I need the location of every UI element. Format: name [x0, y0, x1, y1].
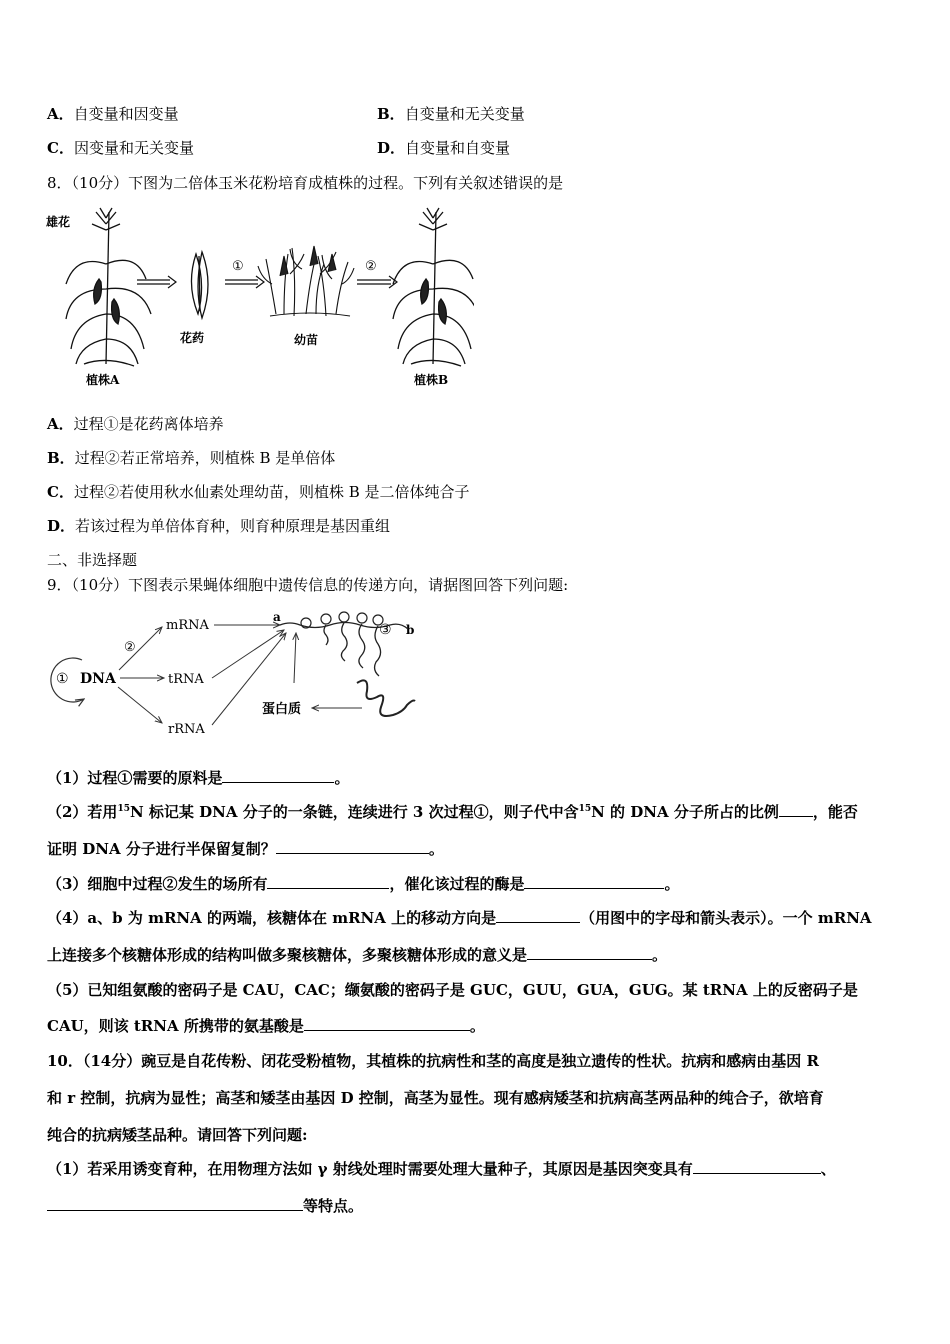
q10-s1a: [47, 1158, 836, 1179]
trna-label: tRNA: [168, 672, 204, 687]
end-b-label: b: [406, 623, 415, 637]
protein-label: 蛋白质: [262, 702, 302, 717]
superscript-15: 15: [117, 804, 130, 814]
plant-a-drawing: [66, 208, 151, 366]
answer-blank[interactable]: [693, 1159, 821, 1174]
polypeptide-chains: [324, 623, 381, 676]
step-2-label: ②: [365, 259, 377, 274]
option-text: 自变量和无关变量: [404, 105, 525, 123]
process-1-label: ①: [56, 671, 69, 687]
q9-s1-text: （1）过程①需要的原料是: [47, 769, 223, 787]
q10-line-2: 和 r 控制，抗病为显性；高茎和矮茎由基因 D 控制，高茎为显性。现有感病矮茎和抗病高茎两品种的纯合子，欲培育: [47, 1089, 824, 1107]
q9-s2-text: ，能否: [812, 803, 858, 821]
answer-blank[interactable]: [779, 802, 813, 817]
option-label: D．: [377, 139, 406, 157]
option-label: A．: [47, 415, 74, 433]
step-1-label: ①: [232, 259, 244, 274]
q9-stem: 9．（10分）下图表示果蝇体细胞中遗传信息的传递方向，请据图回答下列问题:: [47, 576, 569, 594]
protein-chain: [357, 680, 415, 716]
arrow-3: [357, 276, 397, 288]
q8-option-a: [47, 413, 224, 434]
option-text: 过程②若使用秋水仙素处理幼苗，则植株 B 是二倍体纯合子: [73, 483, 470, 501]
option-label: B．: [377, 105, 405, 123]
arrow-1: [137, 276, 176, 288]
q9-s2-end: 。: [428, 840, 444, 858]
q8-option-b: [47, 447, 335, 468]
option-text: 自变量和因变量: [73, 105, 179, 123]
answer-blank[interactable]: [304, 1016, 470, 1031]
option-text: 自变量和自变量: [405, 139, 511, 157]
q9-s3-text: （3）细胞中过程②发生的场所有: [47, 875, 268, 893]
label-seedling: 幼苗: [294, 333, 319, 347]
option-label: C．: [47, 483, 74, 501]
rrna-label: rRNA: [168, 722, 205, 737]
q9-s2-text: （2）若用: [47, 803, 118, 821]
label-anther: 花药: [180, 331, 205, 345]
q10-s1b: [47, 1195, 363, 1216]
q8-option-c: [47, 481, 470, 502]
label-plant-b: 植株B: [414, 373, 449, 387]
answer-blank[interactable]: [527, 945, 652, 960]
answer-blank[interactable]: [276, 839, 429, 854]
seedlings-drawing: [258, 246, 354, 316]
q9-s4-text: （用图中的字母和箭头表示）。一个 mRNA: [580, 909, 872, 927]
option-text: 因变量和无关变量: [73, 139, 194, 157]
answer-blank[interactable]: [267, 874, 389, 889]
q9-s4-end: 。: [652, 946, 668, 964]
q9-s5b: [47, 1015, 485, 1036]
process-3-label: ③: [379, 622, 392, 638]
q9-s5-end: 。: [469, 1017, 485, 1035]
answer-blank[interactable]: [496, 908, 580, 923]
label-male-flower: 雄花: [46, 215, 71, 229]
q9-s4b: [47, 944, 667, 965]
q9-s2-text: N 标记某 DNA 分子的一条链，连续进行 3 次过程①，则子代中含: [129, 803, 579, 821]
q9-s4a: [47, 907, 872, 928]
q7-option-d: [377, 137, 510, 158]
q9-s4-text: （4）a、b 为 mRNA 的两端，核糖体在 mRNA 上的移动方向是: [47, 909, 497, 927]
q9-s3-text: ，催化该过程的酶是: [389, 875, 525, 893]
q10-s1-end: 等特点。: [303, 1197, 364, 1215]
option-text: 过程①是花药离体培养: [73, 415, 224, 433]
q8-stem: 8．（10分）下图为二倍体玉米花粉培育成植株的过程。下列有关叙述错误的是: [47, 174, 564, 192]
dna-label: DNA: [80, 671, 116, 687]
option-label: B．: [47, 449, 75, 467]
q10-line-1: 10．（14分）豌豆是自花传粉、闭花受粉植物，其植株的抗病性和茎的高度是独立遗传的性状。抗病和感病由基因 R: [47, 1052, 819, 1070]
q10-line-3: 纯合的抗病矮茎品种。请回答下列问题:: [47, 1126, 308, 1144]
q9-s1: [47, 767, 349, 788]
q9-s3: [47, 873, 679, 894]
q7-option-c: [47, 137, 194, 158]
option-label: C．: [47, 139, 74, 157]
q9-s2a: [47, 801, 858, 822]
q9-s3-end: 。: [664, 875, 680, 893]
plant-b-drawing: [393, 208, 474, 366]
arrow-2: [225, 276, 264, 288]
label-plant-a: 植株A: [86, 373, 120, 387]
q8-figure: [44, 204, 474, 394]
q10-s1-text: 、: [820, 1160, 836, 1178]
q7-option-a: [47, 103, 179, 124]
option-label: A．: [47, 105, 74, 123]
answer-blank[interactable]: [47, 1196, 303, 1211]
q10-s1-text: （1）若采用诱变育种，在用物理方法如 γ 射线处理时需要处理大量种子，其原因是基因突变具有: [47, 1160, 693, 1178]
q9-s1-end: 。: [334, 769, 350, 787]
anther-drawing: [191, 252, 208, 318]
q9-s2b: [47, 838, 444, 859]
q9-s4-text: 上连接多个核糖体形成的结构叫做多聚核糖体，多聚核糖体形成的意义是: [47, 946, 528, 964]
q9-s2-text: N 的 DNA 分子所占的比例: [591, 803, 779, 821]
q9-s2-text: 证明 DNA 分子进行半保留复制？: [47, 840, 276, 858]
answer-blank[interactable]: [524, 874, 664, 889]
option-text: 若该过程为单倍体育种，则育种原理是基因重组: [75, 517, 391, 535]
process-2-label: ②: [124, 640, 136, 655]
mrna-label: mRNA: [166, 618, 209, 633]
q9-s5-text: CAU，则该 tRNA 所携带的氨基酸是: [47, 1017, 304, 1035]
answer-blank[interactable]: [222, 768, 334, 783]
q9-figure: [44, 605, 434, 745]
option-text: 过程②若正常培养，则植株 B 是单倍体: [74, 449, 336, 467]
q8-option-d: [47, 515, 390, 536]
superscript-15: 15: [578, 804, 592, 814]
q7-option-b: [377, 103, 525, 124]
q9-s5a: （5）已知组氨酸的密码子是 CAU，CAC；缬氨酸的密码子是 GUC，GUU，GUA，GUG。某 tRNA 上的反密码子是: [47, 981, 858, 999]
section-heading: 二、非选择题: [47, 551, 138, 569]
option-label: D．: [47, 517, 76, 535]
end-a-label: a: [273, 610, 281, 624]
